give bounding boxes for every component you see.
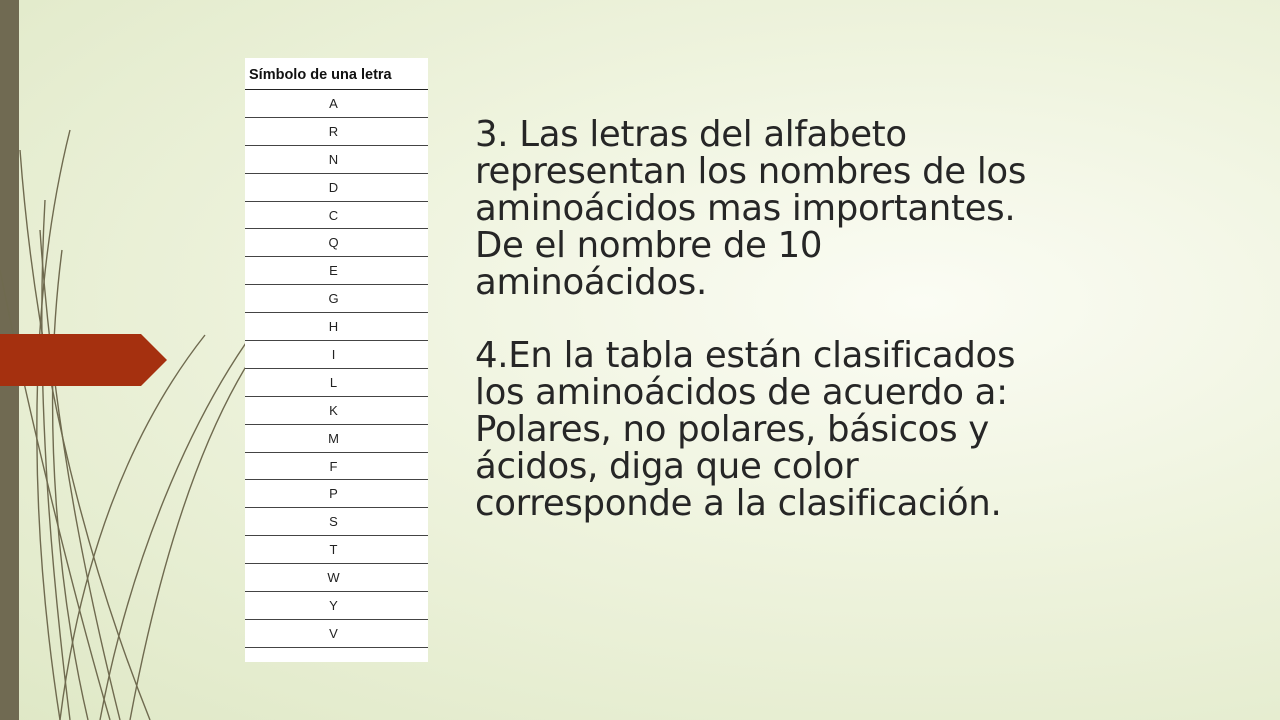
letter-symbol-table [245, 58, 428, 662]
table-row: C [245, 202, 428, 230]
table-row: S [245, 508, 428, 536]
accent-arrow-tab [0, 334, 167, 386]
table-row: P [245, 480, 428, 508]
question-4-text: 4.En la tabla están clasificados los aminoácidos de acuerdo a: Polares, no polares, básicos y ácidos, diga que color corresponde a la clasificación. [475, 335, 1016, 524]
table-row: Y [245, 592, 428, 620]
table-row: W [245, 564, 428, 592]
table-row: A [245, 90, 428, 118]
table-row: N [245, 146, 428, 174]
table-row: V [245, 620, 428, 648]
slide-body-text [475, 116, 1265, 522]
table-row: G [245, 285, 428, 313]
table-row: I [245, 341, 428, 369]
table-row: Q [245, 229, 428, 257]
table-row: F [245, 453, 428, 481]
table-row: R [245, 118, 428, 146]
question-3-text: 3. Las letras del alfabeto representan los nombres de los aminoácidos mas importantes. De el nombre de 10 aminoácidos. [475, 114, 1027, 303]
table-row: D [245, 174, 428, 202]
table-row: E [245, 257, 428, 285]
table-row: T [245, 536, 428, 564]
table-row: K [245, 397, 428, 425]
table-row: H [245, 313, 428, 341]
table-row: M [245, 425, 428, 453]
table-row: L [245, 369, 428, 397]
table-header: Símbolo de una letra [245, 58, 428, 90]
